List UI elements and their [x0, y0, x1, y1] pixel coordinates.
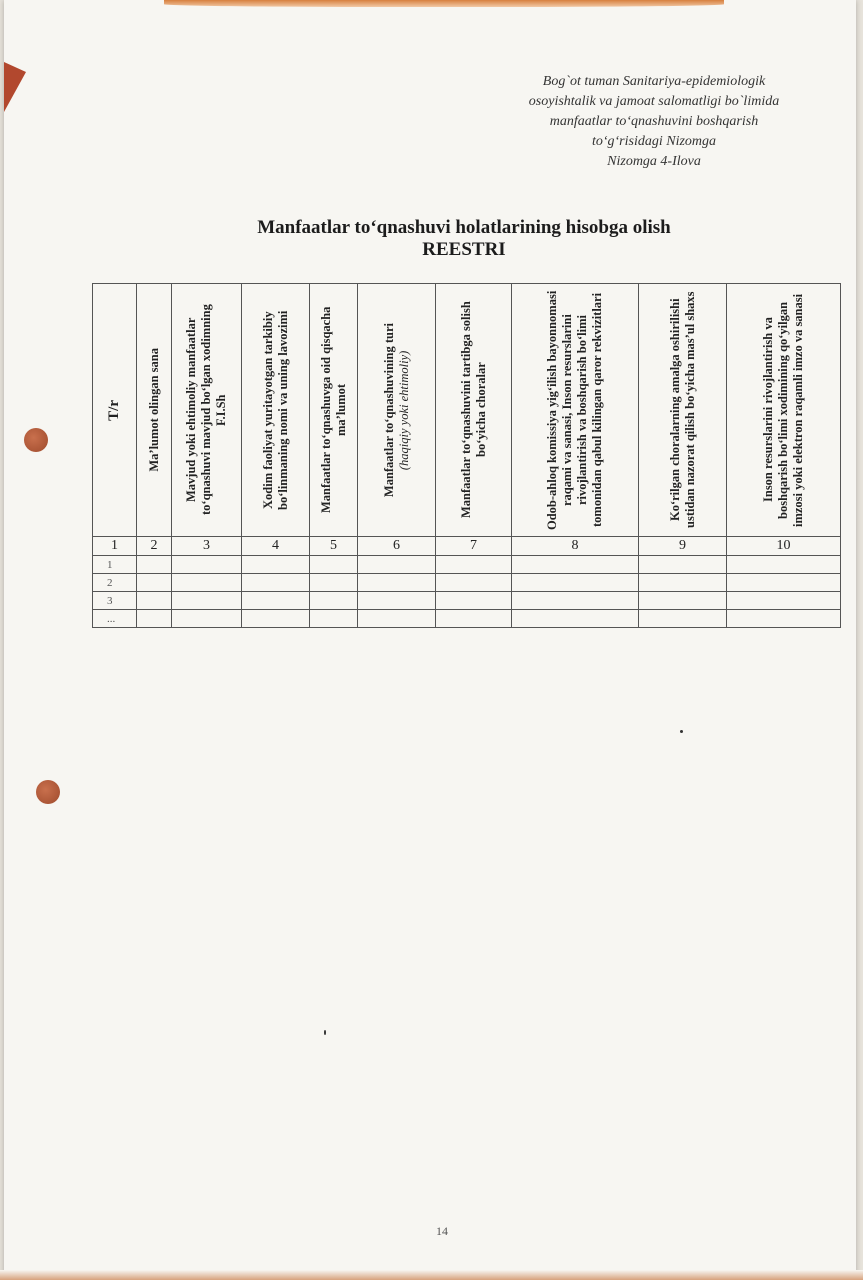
- empty-cell: [436, 610, 512, 628]
- empty-cell: [436, 592, 512, 610]
- empty-cell: [172, 610, 242, 628]
- empty-cell: [639, 610, 727, 628]
- column-number: 6: [358, 537, 436, 556]
- header-cell: [512, 284, 639, 537]
- document-title: [184, 217, 744, 261]
- empty-cell: [639, 556, 727, 574]
- empty-cell: [310, 574, 358, 592]
- registry-table: [92, 283, 841, 628]
- annex-note-line: Bog`ot tuman Sanitariya-epidemiologik: [542, 74, 766, 89]
- empty-cell: [727, 592, 841, 610]
- empty-cell: [358, 610, 436, 628]
- header-cell: [172, 284, 242, 537]
- column-number: 2: [137, 537, 172, 556]
- empty-cell: [242, 592, 310, 610]
- empty-cell: [137, 592, 172, 610]
- empty-cell: [512, 574, 639, 592]
- table-row: [93, 556, 841, 574]
- header-cell: [242, 284, 310, 537]
- empty-cell: [310, 610, 358, 628]
- column-number: 7: [436, 537, 512, 556]
- header-text: Odob-ahloq komissiya yig‘ilish bayonnomasi raqami va sanasi, Inson resurslarini rivojlantirish va boshqarish bo‘limi tomonidan qabul kilingan qaror rekvizitlari: [545, 290, 604, 530]
- table-row: [93, 574, 841, 592]
- row-number: ...: [93, 610, 137, 628]
- header-text: Manfaatlar to‘qnashuvini tartibga solish bo‘yicha choralar: [458, 301, 488, 519]
- empty-cell: [436, 556, 512, 574]
- header-cell: [137, 284, 172, 537]
- empty-cell: [512, 610, 639, 628]
- column-number: 4: [242, 537, 310, 556]
- empty-cell: [358, 574, 436, 592]
- empty-cell: [172, 556, 242, 574]
- empty-cell: [172, 574, 242, 592]
- header-cell: [639, 284, 727, 537]
- header-text: Manfaatlar to‘qnashuvga oid qisqacha ma’lumot: [318, 306, 348, 514]
- header-text: Mavjud yoki ehtimoliy manfaatlar to‘qnashuvi mavjud bo‘lgan xodimning F.I.Sh: [184, 304, 228, 516]
- title-line: Manfaatlar to‘qnashuvi holatlarining hisobga olish: [257, 217, 671, 238]
- column-number: 10: [727, 537, 841, 556]
- ink-speck: [324, 1030, 326, 1035]
- annex-note-line: to‘g‘risidagi Nizomga: [591, 134, 717, 149]
- header-text: Ma’lumot olingan sana: [146, 348, 161, 472]
- annex-note-line: osoyishtalik va jamoat salomatligi bo`limida: [528, 94, 780, 109]
- column-number-row: [93, 537, 841, 556]
- column-number: 1: [93, 537, 137, 556]
- annex-note: [474, 72, 834, 172]
- empty-cell: [137, 610, 172, 628]
- header-text: T/r: [106, 399, 122, 421]
- table-row: [93, 610, 841, 628]
- empty-cell: [727, 574, 841, 592]
- header-text: Inson resurslarini rivojlantirish va boshqarish bo‘limi xodimining qo‘yilgan imzosi yoki elektron raqamli imzo va sanasi: [761, 293, 805, 527]
- empty-cell: [727, 610, 841, 628]
- empty-cell: [639, 574, 727, 592]
- empty-cell: [358, 592, 436, 610]
- column-number: 3: [172, 537, 242, 556]
- empty-cell: [436, 574, 512, 592]
- header-subtext: (haqiqiy yoki ehtimoliy): [396, 350, 411, 470]
- table-row: [93, 592, 841, 610]
- column-number: 9: [639, 537, 727, 556]
- empty-cell: [512, 592, 639, 610]
- empty-cell: [310, 556, 358, 574]
- header-text: Ko‘rilgan choralarning amalga oshirilishi ustidan nazorat qilish bo‘yicha mas’ul shaxs: [667, 291, 697, 529]
- table-header-row: [93, 284, 841, 537]
- column-number: 5: [310, 537, 358, 556]
- corner-tab: [4, 62, 26, 112]
- empty-cell: [639, 592, 727, 610]
- empty-cell: [172, 592, 242, 610]
- row-number: 2: [93, 574, 137, 592]
- header-text: Xodim faoliyat yuritayotgan tarkibiy bo‘linmaning nomi va uning lavozimi: [260, 310, 290, 510]
- empty-cell: [137, 574, 172, 592]
- empty-cell: [727, 556, 841, 574]
- page-number: 14: [436, 1224, 448, 1238]
- row-number: 1: [93, 556, 137, 574]
- annex-note-line: manfaatlar to‘qnashuvini boshqarish: [549, 114, 759, 129]
- header-text: Manfaatlar to‘qnashuvining turi: [381, 322, 396, 498]
- header-cell: [436, 284, 512, 537]
- punch-hole-top: [24, 428, 48, 452]
- header-cell: [727, 284, 841, 537]
- empty-cell: [242, 574, 310, 592]
- header-cell: [310, 284, 358, 537]
- paper-edge-bottom: [0, 1270, 863, 1280]
- empty-cell: [242, 556, 310, 574]
- column-number: 8: [512, 537, 639, 556]
- document-page: [4, 0, 856, 1278]
- empty-cell: [242, 610, 310, 628]
- header-cell: [358, 284, 436, 537]
- annex-note-line: Nizomga 4-Ilova: [607, 154, 701, 169]
- title-registry: REESTRI: [422, 239, 506, 260]
- header-cell: [93, 284, 137, 537]
- punch-hole-bottom: [36, 780, 60, 804]
- empty-cell: [137, 556, 172, 574]
- empty-cell: [310, 592, 358, 610]
- header-text-group: [382, 323, 412, 497]
- paper-edge-top: [164, 0, 724, 7]
- ink-speck: [680, 730, 683, 733]
- row-number: 3: [93, 592, 137, 610]
- empty-cell: [512, 556, 639, 574]
- empty-cell: [358, 556, 436, 574]
